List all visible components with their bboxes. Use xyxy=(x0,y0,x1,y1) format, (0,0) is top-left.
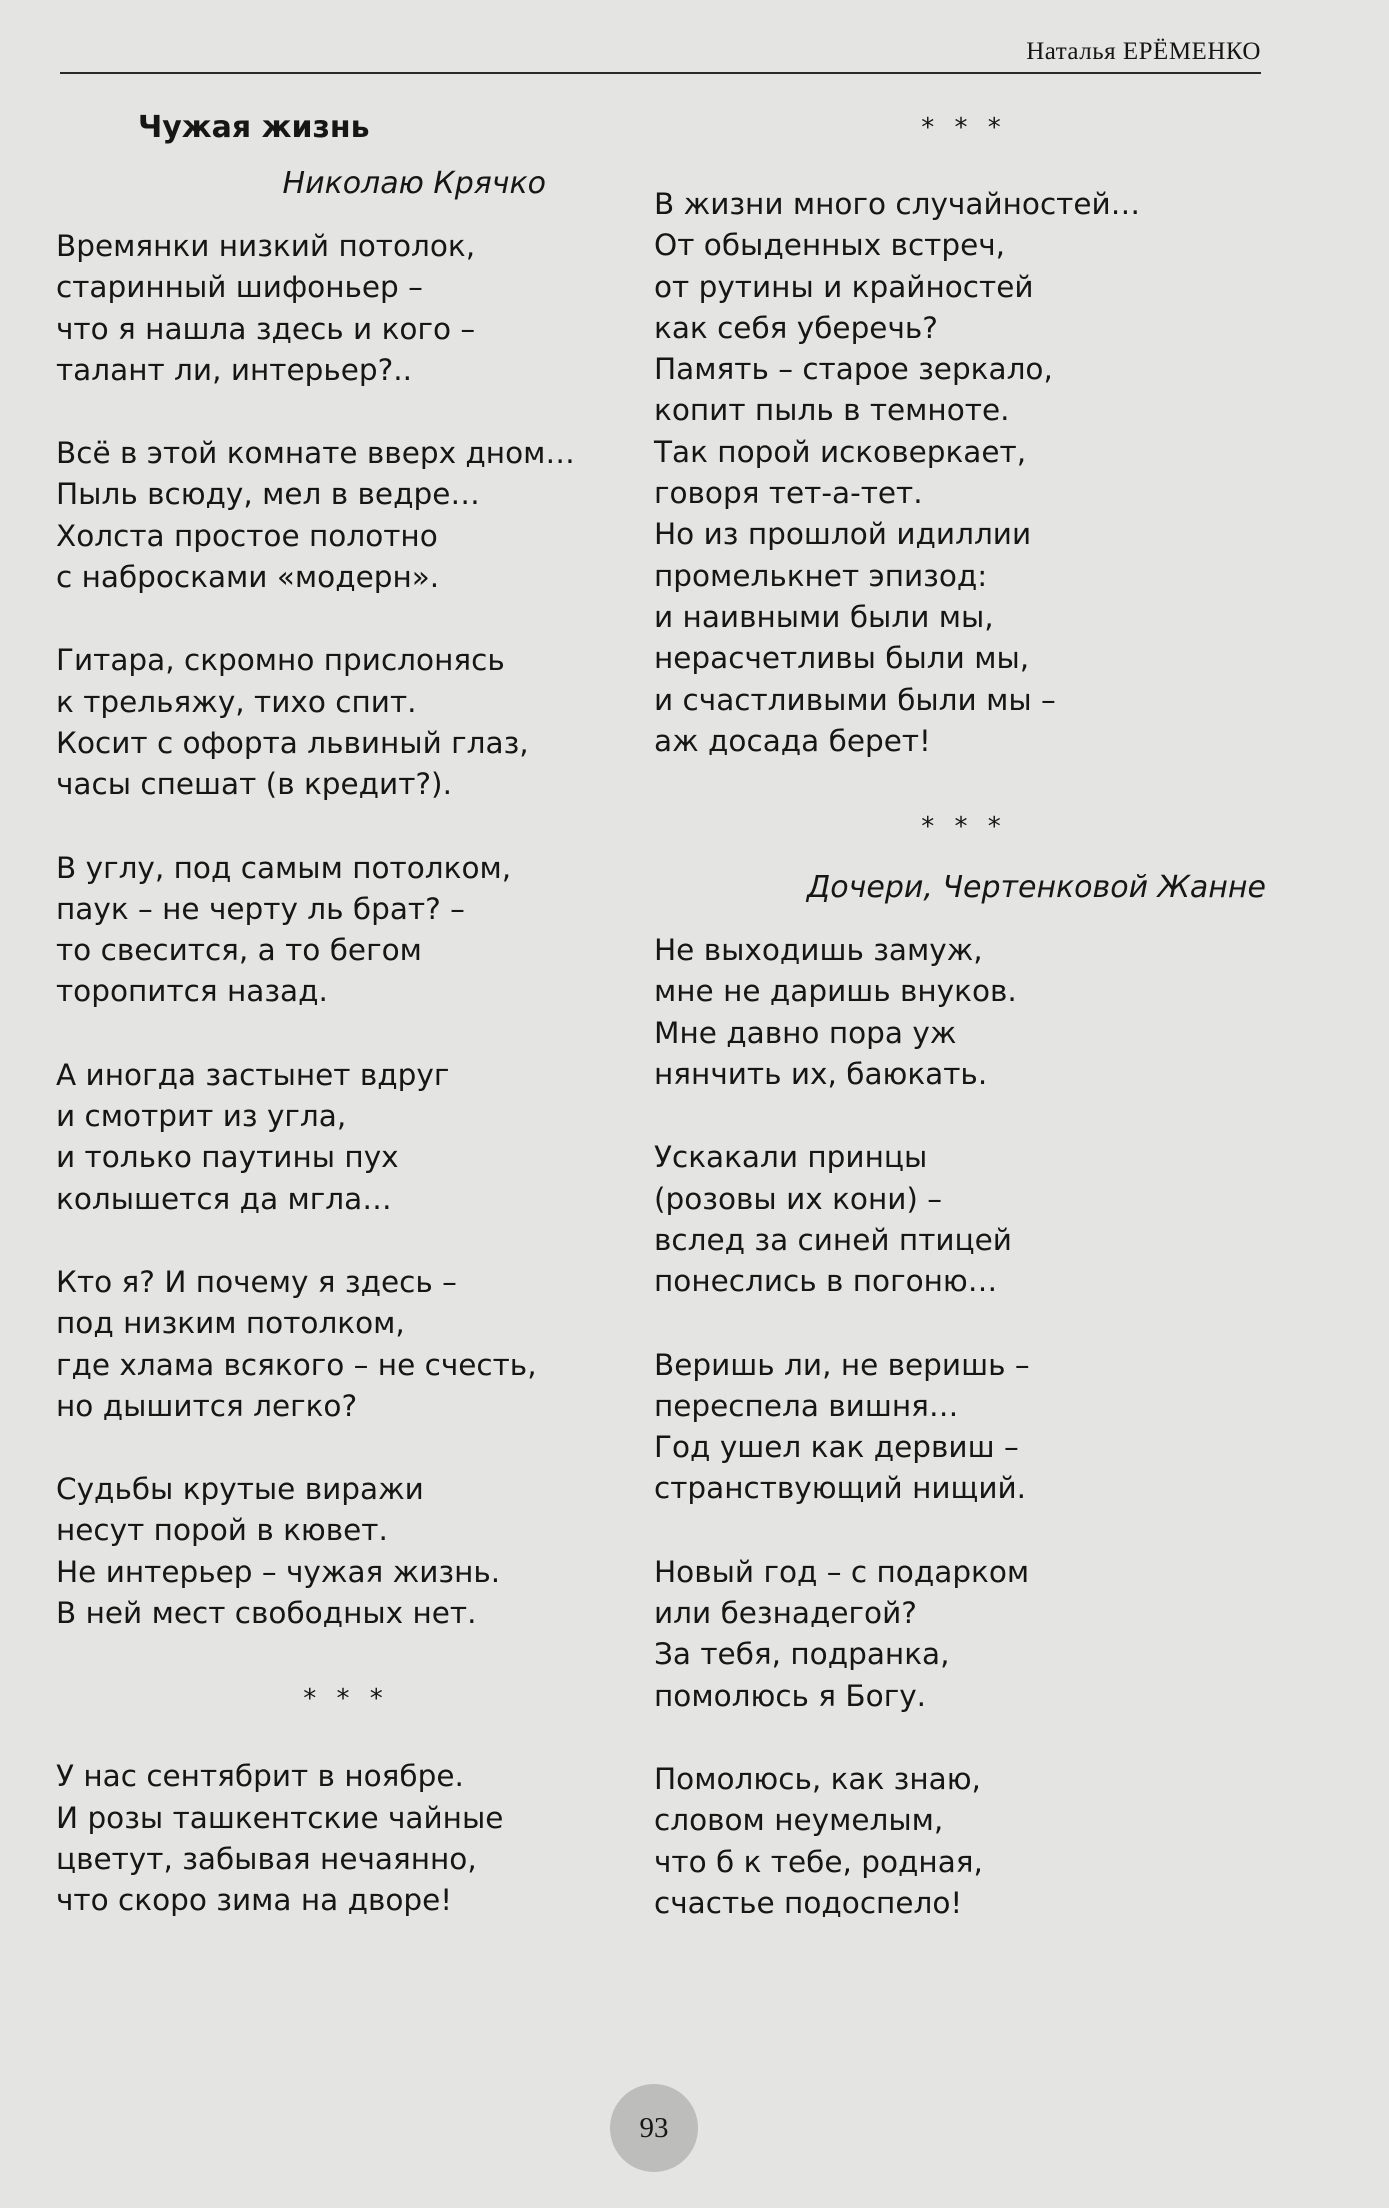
poem-line: (розовы их кони) – xyxy=(654,1181,943,1216)
stanza xyxy=(56,1262,636,1427)
poem-separator: * * * xyxy=(303,1684,389,1715)
poem-line: мне не даришь внуков. xyxy=(654,974,1017,1009)
poem-line: что б к тебе, родная, xyxy=(654,1844,983,1879)
poem-line: аж досада берет! xyxy=(654,723,931,758)
poem-line: где хлама всякого – не счесть, xyxy=(56,1347,537,1382)
poem-line: что скоро зима на дворе! xyxy=(56,1883,453,1918)
poem-line: то свесится, а то бегом xyxy=(56,933,422,968)
stanza xyxy=(654,1345,1274,1510)
poem-line: колышется да мгла… xyxy=(56,1181,392,1216)
poem-line: талант ли, интерьер?.. xyxy=(56,352,413,387)
poem-line: что я нашла здесь и кого – xyxy=(56,311,476,346)
poem-line: переспела вишня… xyxy=(654,1388,959,1423)
poem-line: В ней мест свободных нет. xyxy=(56,1596,477,1631)
poem-line: Не интерьер – чужая жизнь. xyxy=(56,1554,501,1589)
poem-separator: * * * xyxy=(921,812,1007,843)
page-number: 93 xyxy=(610,2084,698,2172)
poem-line: В жизни много случайностей… xyxy=(654,187,1141,221)
poem-line: несут порой в кювет. xyxy=(56,1513,388,1548)
stanza xyxy=(56,848,636,1013)
poem-line: торопится назад. xyxy=(56,974,328,1009)
running-header xyxy=(60,32,1261,74)
poem-line: За тебя, подранка, xyxy=(654,1637,950,1672)
poem-line: А иногда застынет вдруг xyxy=(56,1057,450,1092)
poem-line: Так порой исковеркает, xyxy=(654,434,1027,469)
poem-title: Чужая жизнь xyxy=(138,110,370,145)
poem-line: нерасчетливы были мы, xyxy=(654,641,1030,676)
poem-line: Времянки низкий потолок, xyxy=(56,229,476,263)
poem-line: Всё в этой комнате вверх дном… xyxy=(56,436,575,471)
stanza xyxy=(654,930,1274,1095)
poem-line: Кто я? И почему я здесь – xyxy=(56,1264,457,1299)
poem-line: или безнадегой? xyxy=(654,1596,917,1631)
poem-line: помолюсь я Богу. xyxy=(654,1678,927,1713)
poem-line: В углу, под самым потолком, xyxy=(56,850,512,885)
stanza xyxy=(654,1552,1274,1717)
poem-stanzas xyxy=(56,1756,636,1921)
poem-line: цветут, забывая нечаянно, xyxy=(56,1841,477,1876)
poem-line: Новый год – с подарком xyxy=(654,1554,1030,1589)
poem-line: От обыденных встреч, xyxy=(654,228,1006,263)
poem-line: нянчить их, баюкать. xyxy=(654,1057,988,1092)
poem-line: к трельяжу, тихо спит. xyxy=(56,684,417,719)
poem-dedication: Николаю Крячко xyxy=(282,166,546,201)
header-author: Наталья ЕРЁМЕНКО xyxy=(1026,38,1261,65)
poem-line: копит пыль в темноте. xyxy=(654,393,1010,428)
poem-line: и наивными были мы, xyxy=(654,599,994,634)
poem-line: словом неумелым, xyxy=(654,1803,944,1838)
stanza xyxy=(56,1756,636,1921)
poem-line: часы спешат (в кредит?). xyxy=(56,767,452,802)
poem-line: понеслись в погоню… xyxy=(654,1264,998,1299)
poem-line: и счастливыми были мы – xyxy=(654,682,1056,717)
poem-line: Судьбы крутые виражи xyxy=(56,1472,424,1507)
stanza xyxy=(56,640,636,805)
poem-line: как себя уберечь? xyxy=(654,310,938,345)
stanza xyxy=(56,226,636,391)
poem-stanzas xyxy=(56,226,636,1634)
stanza xyxy=(56,1055,636,1220)
right-column xyxy=(654,100,1274,1966)
poem-line: Косит с офорта львиный глаз, xyxy=(56,725,529,760)
poem-line: говоря тет-а-тет. xyxy=(654,476,923,511)
poem-line: паук – не черту ль брат? – xyxy=(56,891,465,926)
poem-line: вслед за синей птицей xyxy=(654,1222,1012,1257)
stanza xyxy=(56,1469,636,1634)
poem-line: У нас сентябрит в ноябре. xyxy=(56,1759,464,1794)
left-column xyxy=(56,100,636,1964)
poem-line: с набросками «модерн». xyxy=(56,560,440,595)
poem-line: И розы ташкентские чайные xyxy=(56,1800,504,1835)
poem-line: Пыль всюду, мел в ведре… xyxy=(56,477,480,512)
poem-line: и смотрит из угла, xyxy=(56,1099,347,1134)
poem-line: Не выходишь замуж, xyxy=(654,933,983,968)
poem-stanzas xyxy=(654,930,1274,1924)
poem-line: Память – старое зеркало, xyxy=(654,352,1053,387)
poem-line: от рутины и крайностей xyxy=(654,269,1034,304)
stanza xyxy=(654,1137,1274,1302)
poem-line: под низким потолком, xyxy=(56,1306,405,1341)
poem-line: странствующий нищий. xyxy=(654,1471,1027,1506)
poem-line: Мне давно пора уж xyxy=(654,1015,957,1050)
poem-line: но дышится легко? xyxy=(56,1388,358,1423)
poem-line: Год ушел как дервиш – xyxy=(654,1430,1019,1465)
poem-line: промелькнет эпизод: xyxy=(654,558,988,593)
poem-line: Веришь ли, не веришь – xyxy=(654,1347,1030,1382)
poem-line: старинный шифоньер – xyxy=(56,270,423,305)
poem-line: Но из прошлой идиллии xyxy=(654,517,1032,552)
poem-line: и только паутины пух xyxy=(56,1140,399,1175)
poem-line: Гитара, скромно прислонясь xyxy=(56,643,505,678)
poem-line: Холста простое полотно xyxy=(56,518,438,553)
poem-separator: * * * xyxy=(921,113,1007,143)
poem-dedication: Дочери, Чертенковой Жанне xyxy=(806,870,1266,906)
poem-line: Ускакали принцы xyxy=(654,1140,928,1175)
poem-stanzas xyxy=(654,184,1274,762)
stanza xyxy=(654,184,1274,762)
poem-line: счастье подоспело! xyxy=(654,1885,963,1920)
stanza xyxy=(654,1759,1274,1924)
poem-line: Помолюсь, как знаю, xyxy=(654,1761,981,1796)
stanza xyxy=(56,433,636,598)
